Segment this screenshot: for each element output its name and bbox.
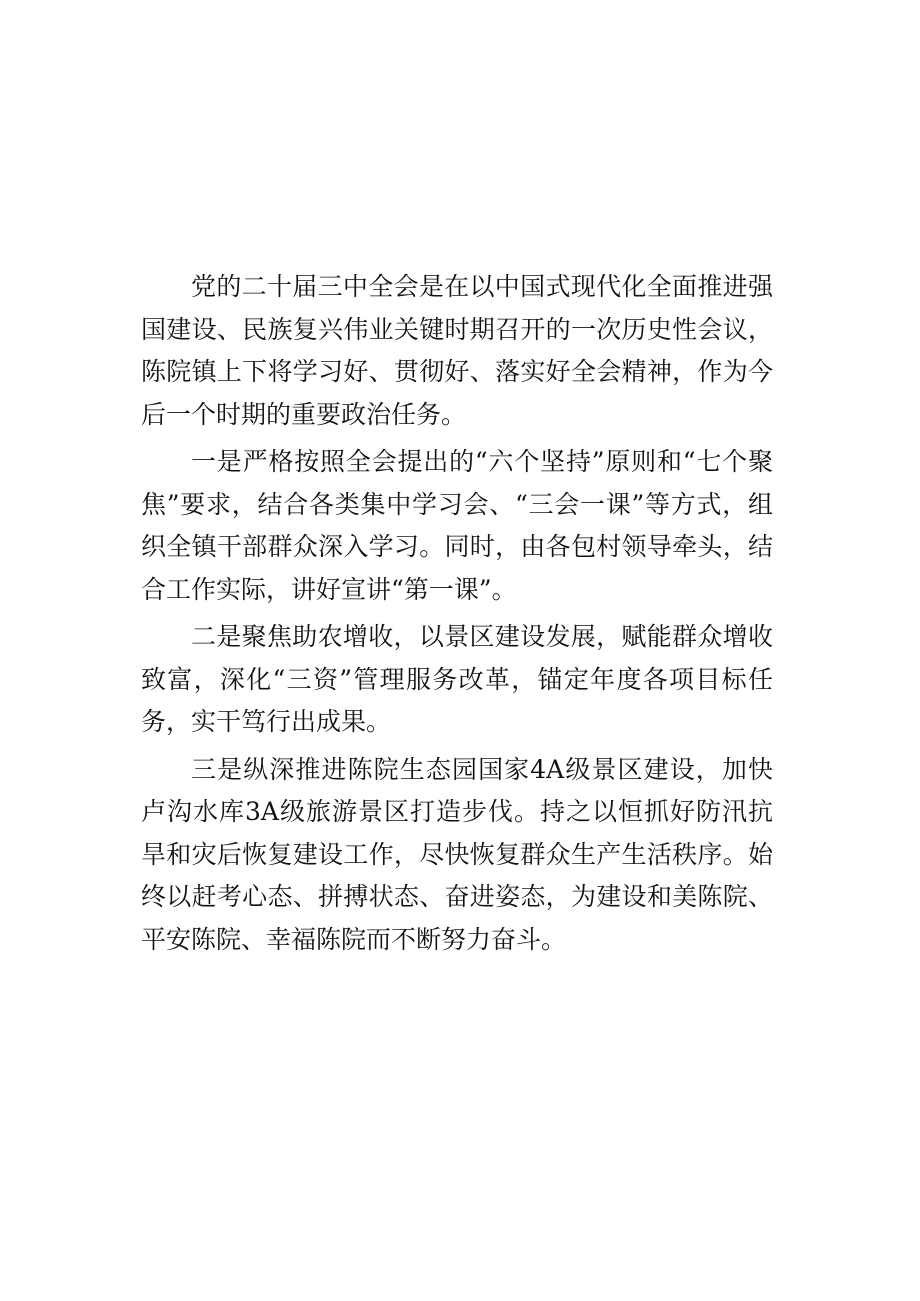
paragraph-point-two: 二是聚焦助农增收，以景区建设发展，赋能群众增收致富，深化“三资”管理服务改革，锚定年度各项目标任务，实干笃行出成果。 [141, 622, 773, 736]
paragraph-point-one: 一是严格按照全会提出的“六个坚持”原则和“七个聚焦”要求，结合各类集中学习会、“三会一课”等方式，组织全镇干部群众深入学习。同时，由各包村领导牵头，结合工作实际，讲好宣讲“第一课”。 [141, 447, 773, 604]
paragraph-intro: 党的二十届三中全会是在以中国式现代化全面推进强国建设、民族复兴伟业关键时期召开的一次历史性会议，陈院镇上下将学习好、贯彻好、落实好全会精神，作为今后一个时期的重要政治任务。 [141, 272, 773, 429]
paragraph-point-three: 三是纵深推进陈院生态园国家4A级景区建设，加快卢沟水库3A级旅游景区打造步伐。持之以恒抓好防汛抗旱和灾后恢复建设工作，尽快恢复群众生产生活秩序。始终以赶考心态、拼搏状态、奋进姿态，为建设和美陈院、平安陈院、幸福陈院而不断努力奋斗。 [141, 754, 773, 954]
document-body [141, 266, 773, 966]
